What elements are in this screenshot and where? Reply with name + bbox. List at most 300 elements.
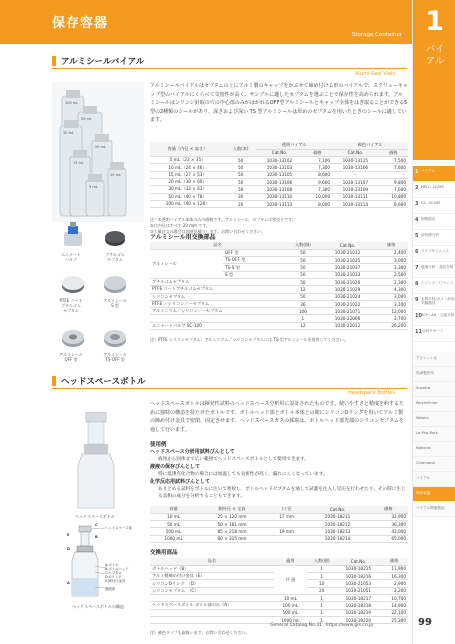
table-cell: 1030-18220 xyxy=(336,616,380,623)
chapter-tab-number: 8 xyxy=(415,280,419,287)
table-row xyxy=(150,164,408,171)
chapter-number: 1 xyxy=(425,6,444,37)
table-cell: 10 mL xyxy=(150,513,197,520)
table-cell: 1000 mL xyxy=(274,616,307,623)
table-cell: 15 mL（27 × 53） xyxy=(150,171,225,178)
table-cell: 1030-13115 xyxy=(332,157,378,164)
table-cell: 19 mm xyxy=(267,528,307,535)
table-cell: 1030-13114 xyxy=(332,200,378,207)
footer-url[interactable]: https://www.gls.co.jp xyxy=(325,623,374,628)
chapter-tab-9[interactable] xyxy=(413,294,455,310)
table-cell: 50 xyxy=(225,186,256,193)
table-cell: 10,700 xyxy=(380,594,408,601)
table-cell: 1 xyxy=(307,616,336,623)
section-title: ヘッドスペースボトル xyxy=(61,377,146,387)
diagram-letter: C xyxy=(95,523,98,527)
caption-s-type: アルミシール S 型 xyxy=(103,298,127,308)
table-cell: 1030-13106 xyxy=(256,178,302,185)
table-row xyxy=(150,300,408,307)
chapter-rail xyxy=(412,0,455,644)
table-cell: OFF 型 xyxy=(223,249,285,256)
bt-col-price: 価格 xyxy=(369,506,408,513)
chapter-tab-label: 分析サポート xyxy=(421,329,444,333)
table-cell: ヘッドスペースボトル ボトル部のみ（A） xyxy=(150,602,274,609)
table-cell: 50 xyxy=(285,257,321,264)
section-title-en: Headspace Bottles xyxy=(348,390,395,396)
page-title: 保存容器 xyxy=(52,16,109,31)
sub-index-item[interactable]: バイアル関連製品 xyxy=(413,502,455,517)
table-cell: 1030-13113 xyxy=(256,200,302,207)
table-cell: 10 mL xyxy=(274,594,307,601)
pt-col-cat: Cat.No. xyxy=(336,558,380,565)
table-cell: 11,900 xyxy=(380,565,408,572)
chapter-label: バイアル xyxy=(425,44,445,67)
table-row xyxy=(150,521,408,528)
table-cell: 50 xyxy=(285,264,321,271)
table-cell: 1030-13102 xyxy=(256,157,302,164)
table-cell: 1030-18212 xyxy=(306,521,368,528)
table-cell: 20 mL（30 × 60） xyxy=(150,178,225,185)
common-label: 共 通 xyxy=(274,565,307,594)
alumi-seal-ts-off-photo xyxy=(100,326,130,350)
table-cell: 1030-18211 xyxy=(306,513,368,520)
table-cell: 1030-13106 xyxy=(332,164,378,171)
table-cell: 30 xyxy=(225,193,256,200)
section-divider xyxy=(52,68,407,69)
table-cell: 4,300 xyxy=(374,286,408,293)
acc-col-catno: Cat.No. xyxy=(321,242,374,249)
caption-headspace-bottle: ヘッドスペースボトル xyxy=(75,514,115,519)
chapter-tab-11[interactable] xyxy=(413,326,455,342)
parts-note: 注）補色タイプも取扱います。お問い合わせください。 xyxy=(150,630,250,635)
sub-index-item[interactable]: アジレント社 xyxy=(413,352,455,367)
table-cell: シリコンOリング （D） xyxy=(150,580,274,587)
table-cell: 10 mL（24 × 46） xyxy=(150,164,225,171)
chapter-tab-number: 4 xyxy=(415,216,419,223)
table-cell xyxy=(150,594,274,601)
chapter-tab-label: 前処理分析 xyxy=(421,233,439,237)
chapter-tab-label: HPLC, LC/MS xyxy=(421,185,444,189)
diagram-label: C:セプタム xyxy=(105,571,122,575)
section-marker xyxy=(52,376,56,386)
table-cell: 2,400 xyxy=(374,249,408,256)
diagram-letter: B xyxy=(95,535,98,539)
table-cell: 16,300 xyxy=(380,573,408,580)
sub-index-item[interactable]: PerkinElmer xyxy=(413,397,455,412)
table-row xyxy=(150,286,408,293)
table-cell: 65,000 xyxy=(369,535,408,542)
chapter-tab-number: 1 xyxy=(415,168,419,175)
table-cell: 50 xyxy=(285,249,321,256)
col-capacity: 容量（内径 × 高さ） xyxy=(150,142,225,157)
table-cell: TS-S 型 xyxy=(223,264,285,271)
page-header xyxy=(0,0,412,44)
footer-catalog: General Catalog No.31 xyxy=(270,623,323,628)
table-cell xyxy=(150,609,274,616)
table-cell: 1030-13105 xyxy=(256,171,302,178)
alumi-seal-vials-photo xyxy=(52,82,144,222)
usage-item-text: 液体から固体まで広い範囲でヘッドスペースボトルとして使用できます。 xyxy=(158,457,309,462)
sub-index xyxy=(413,352,455,517)
table-cell: 1 xyxy=(307,609,336,616)
table-cell: 8,000 xyxy=(303,200,332,207)
col-price-amber: 価格 xyxy=(379,149,408,156)
diagram-label: 固液部 xyxy=(105,587,116,591)
table-row xyxy=(150,602,408,609)
chapter-tab-number: 7 xyxy=(415,264,419,271)
table-cell: 1030-18219 xyxy=(336,609,380,616)
accessories-note: 注）PTFE シリコンセプタム、アルミニウム／シリコンセプタムには TS-型アルミシールを使用してください。 xyxy=(150,337,348,342)
table-cell: 5 mL（23 × 35） xyxy=(150,157,225,164)
chapter-tab-number: 2 xyxy=(415,184,419,191)
table-cell: 7,100 xyxy=(303,157,332,164)
table-cell: 1030-21022 xyxy=(321,300,374,307)
table-cell: 1 xyxy=(307,565,336,572)
table-cell: 3,700 xyxy=(374,315,408,322)
table-row xyxy=(150,278,408,285)
table-cell: 25,300 xyxy=(380,616,408,623)
table-cell: 1030-18217 xyxy=(336,594,380,601)
table-cell: 2,500 xyxy=(374,271,408,278)
table-cell: 25 × 120 mm xyxy=(197,513,267,520)
table-cell: アルミニウム／シリコン／ーセプタム xyxy=(150,308,285,315)
table-cell: 1030-21024 xyxy=(321,293,374,300)
table-cell: 1 xyxy=(307,602,336,609)
vial-label-20: 20 mL xyxy=(95,145,106,149)
alumi-seal-off-photo xyxy=(58,326,88,350)
headspace-description: ヘッドスペースボトルは揮発性試料のヘッドスペース分析用に設計されたものです。使いやすさと精度を約するために独特の構造を持たせたボトルです。ボトルヘッド部とボトル本体との間にシリコンOリングを用いてアルミ製の締め付け金具で密閉、固定させます。ヘッドスペースガスの採取は、ボトルヘッド部先端のシリコンセプタムを通して行います。 xyxy=(150,401,405,433)
table-cell: 3,100 xyxy=(374,300,408,307)
table-cell: 1030-13109 xyxy=(332,186,378,193)
table-cell: － xyxy=(332,171,378,178)
ptfe-septum-photo xyxy=(58,272,88,296)
usage-item-text: ありとめる試料をボトルに注いて密栓し、ボトルヘッドセプタムを通して試薬を注入し反応を行わせたり、その時に生じる気相の成分を分析することもできます。 xyxy=(158,487,406,499)
caption-butyl: ブチルゴム セプタム xyxy=(105,252,125,262)
chapter-tab-label: GC, GC/MS xyxy=(421,201,441,205)
chapter-tab-10[interactable] xyxy=(413,310,455,326)
vial-label-50: 50 mL xyxy=(81,117,92,121)
vial-table xyxy=(150,142,408,208)
table-cell: 12,000 xyxy=(374,308,408,315)
usage-list xyxy=(150,449,408,501)
table-cell: 1030-21033 xyxy=(321,271,374,278)
acc-col-qty: 入数(個) xyxy=(285,242,321,249)
caption-ptfe: PTFE コート ブチルゴム セプタム xyxy=(59,298,83,313)
table-cell: 43,000 xyxy=(369,528,408,535)
table-cell: 50 xyxy=(285,293,321,300)
accessories-table xyxy=(150,242,408,330)
table-row xyxy=(150,308,408,315)
table-cell: 20 xyxy=(307,587,336,594)
headspace-bottle-photo xyxy=(60,412,132,512)
table-cell: 1030-13107 xyxy=(332,178,378,185)
diagram-label: E:締付け金具 xyxy=(105,579,126,583)
table-cell: 1030-13108 xyxy=(256,186,302,193)
accessories-title: アルミシール用交換部品 xyxy=(150,234,216,241)
diagram-label: D:Oリング xyxy=(105,575,122,579)
table-cell: 1030-13111 xyxy=(332,193,378,200)
table-cell: 1030-21053 xyxy=(336,580,380,587)
table-cell: 1030-18213 xyxy=(306,528,368,535)
table-row xyxy=(150,513,408,520)
table-row xyxy=(150,609,408,616)
table-cell xyxy=(267,521,307,528)
table-cell xyxy=(150,616,274,623)
table-cell: 1000 mL xyxy=(150,535,197,542)
chapter-tab-5[interactable] xyxy=(413,230,455,246)
table-cell: 100 mL（40 × 128） xyxy=(150,200,225,207)
section-title-en: Alumi-Seal Vials xyxy=(355,71,396,77)
pt-col-spec: 適用 xyxy=(274,558,307,565)
col-catno-clear: Cat.No. xyxy=(256,149,302,156)
sub-index-item[interactable]: Waters xyxy=(413,412,455,427)
table-cell: 1030-21051 xyxy=(336,587,380,594)
table-row xyxy=(150,565,408,572)
footer xyxy=(270,623,373,628)
table-cell xyxy=(150,315,285,322)
vial-label-100: 100 mL xyxy=(65,101,79,105)
col-amber: 褐色バイアル xyxy=(332,142,408,149)
note-line: 注）①透明バイアル本体のみの価格です。アルミシール、セプタムは別売りです。 xyxy=(150,217,296,222)
table-cell: 1030-21035 xyxy=(321,257,374,264)
table-cell: ボトルヘッド（B） xyxy=(150,565,274,572)
pt-col-name: 品名 xyxy=(150,558,274,565)
sub-index-item[interactable]: Supelco xyxy=(413,382,455,397)
diagram-label: B:ボトルヘッド xyxy=(105,567,129,571)
usage-title: 使用例 xyxy=(150,442,167,448)
table-cell: 20 xyxy=(225,200,256,207)
chapter-index xyxy=(413,166,455,342)
alumi-seal-description: アルミシールバイアルはセプタムの上にアルミ製のキャップをかぶせて締め付ける形のバイアルで、スクリューキャップ型のバイアルにくらべて気密性が高く、サンプルに適したセプタムを選ぶことで保存性を高められます。アルミシールはシリンジ針取の穴の中心部のみがはがれるOFF型アルミシールとキャップ全体をはぎ取ることができる5型の2種類のシールがあり、深さおよび深い TS 型アルミシールは厚めのセプタムを用いたときのシールに適しています。 xyxy=(150,83,408,123)
table-cell: 1030-21071 xyxy=(321,308,374,315)
table-cell: PTFE コートブチルゴムセプタム xyxy=(150,286,285,293)
table-cell: 30 mL（33 × 63） xyxy=(150,186,225,193)
table-cell: 8,600 xyxy=(303,171,332,178)
table-cell xyxy=(267,535,307,542)
table-cell: 7,600 xyxy=(379,186,408,193)
table-cell: 1030-21037 xyxy=(321,264,374,271)
page-title-en: Storage Container xyxy=(351,32,402,38)
table-cell: PTFE ／シリコン／ーセプタム xyxy=(150,300,285,307)
chapter-tab-label: 固相抽出 xyxy=(421,217,436,221)
col-clear: 透明バイアル xyxy=(256,142,332,149)
chapter-tab-number: 5 xyxy=(415,232,419,239)
table-row xyxy=(150,186,408,193)
vial-label-30: 30 mL xyxy=(63,131,74,135)
table-cell: 1030-18218 xyxy=(336,602,380,609)
table-cell: 50 xyxy=(225,157,256,164)
group-label: アルミシール xyxy=(150,249,223,278)
table-cell: － xyxy=(379,171,408,178)
note-line: ②口内径はすべて 20 mm です。 xyxy=(150,223,210,228)
butyl-septum-photo xyxy=(100,222,130,250)
table-cell: 3,300 xyxy=(374,264,408,271)
table-cell: S 型 xyxy=(223,271,285,278)
table-row xyxy=(150,322,408,329)
table-cell: 50 xyxy=(285,278,321,285)
bt-col-capacity: 容量 xyxy=(150,506,197,513)
diagram-letter: A xyxy=(67,581,70,585)
usage-item-text: 特に低沸点化合物の場合には加温しても気密性が高く、漏れにくくなっています。 xyxy=(158,472,328,477)
table-row xyxy=(150,193,408,200)
bt-col-dims: 胴外径 × 全高 xyxy=(197,506,267,513)
table-cell: 36,300 xyxy=(369,521,408,528)
table-cell: 100 mL xyxy=(274,602,307,609)
vial-label-10: 10 mL xyxy=(110,173,121,177)
table-cell: 3,000 xyxy=(374,293,408,300)
table-row xyxy=(150,200,408,207)
table-cell: 12 xyxy=(285,286,321,293)
table-cell: 1030-21032 xyxy=(321,249,374,256)
parts-title: 交換用部品 xyxy=(150,550,178,556)
table-cell: 100 xyxy=(285,308,321,315)
diagram-label: ヘッドスペース部 xyxy=(105,526,132,530)
table-cell: 50 × 161 mm xyxy=(197,521,267,528)
chapter-tab-number: 11 xyxy=(415,328,422,335)
caption-ts-off-type: アルミシール TS-OFF 型 xyxy=(103,352,127,362)
vial-label-15: 15 mL xyxy=(73,161,84,165)
table-cell: 1 xyxy=(307,594,336,601)
table-cell: 17 mm xyxy=(267,513,307,520)
chapter-tab-2[interactable] xyxy=(413,182,455,198)
table-cell: 500 mL xyxy=(150,528,197,535)
chapter-tab-label: バイアル xyxy=(421,169,436,173)
table-cell: 7,300 xyxy=(303,186,332,193)
table-cell: 50 xyxy=(225,164,256,171)
col-qty: 入数(本) xyxy=(225,142,256,157)
usage-item xyxy=(150,479,408,500)
chapter-tab-number: 3 xyxy=(415,200,419,207)
chapter-tab-3[interactable] xyxy=(413,198,455,214)
alumi-seal-s-photo xyxy=(100,272,130,296)
table-cell: 14,900 xyxy=(380,602,408,609)
table-cell: 1 xyxy=(285,315,321,322)
table-cell: 1030-22006 xyxy=(321,315,374,322)
diagram-letter: E xyxy=(67,533,70,537)
table-cell: 10 xyxy=(307,580,336,587)
caption-eninart: エニナート バルブ xyxy=(61,252,81,262)
section-title: アルミシールバイアル xyxy=(61,57,145,67)
table-cell: 1030-21029 xyxy=(321,286,374,293)
note-line: ③大量注文の場合は別途見積りします。お問い合わせください。 xyxy=(150,229,266,234)
sub-index-item[interactable]: バイアル xyxy=(413,472,455,487)
table-cell: 26,200 xyxy=(374,322,408,329)
table-cell: シリコンセプタム xyxy=(150,293,285,300)
chapter-tab[interactable] xyxy=(413,0,455,160)
table-cell: ブチルゴムセプタム xyxy=(150,278,285,285)
chapter-tab-label: 水質分析/ガス・汎用実験器具 xyxy=(421,297,455,306)
table-cell: 22,100 xyxy=(380,609,408,616)
chapter-tab-7[interactable] xyxy=(413,262,455,278)
table-row xyxy=(150,249,408,256)
caption-off-type: アルミシール OFF 型 xyxy=(59,352,83,362)
usage-item-head: 化学反応用試料びんとして xyxy=(150,479,211,485)
table-cell: アルミ製締め付け金具（E） xyxy=(150,573,274,580)
table-cell: 8,600 xyxy=(379,200,408,207)
table-cell: 50 mL（40 × 78） xyxy=(150,193,225,200)
table-cell: 2,200 xyxy=(380,587,408,594)
table-cell: 12 xyxy=(285,322,321,329)
bottle-table xyxy=(150,506,408,543)
eninart-valve-photo xyxy=(58,222,88,250)
table-cell: 36 xyxy=(285,300,321,307)
usage-item-head: 液液の保存びんとして xyxy=(150,464,201,470)
chapter-tab-number: 10 xyxy=(415,312,422,319)
pt-col-qty: 入数(個) xyxy=(307,558,336,565)
table-cell: 7,500 xyxy=(379,157,408,164)
chapter-tab-number: 9 xyxy=(415,296,419,303)
table-cell: 9,800 xyxy=(379,178,408,185)
table-cell: 10,000 xyxy=(303,193,332,200)
section-alumi-seal-heading xyxy=(52,55,144,67)
chapter-tab-label: ライフサイエンス xyxy=(421,249,450,253)
acc-col-price: 価格 xyxy=(374,242,408,249)
table-cell: 1030-18214 xyxy=(306,535,368,542)
diagram-letter: D xyxy=(67,547,70,551)
headspace-structure-diagram xyxy=(55,522,145,602)
table-row xyxy=(150,315,408,322)
sub-index-item[interactable]: 保存容器 xyxy=(413,487,455,502)
table-cell: 85 × 218 mm xyxy=(197,528,267,535)
table-cell: 9,600 xyxy=(303,178,332,185)
sub-index-item[interactable]: National xyxy=(413,442,455,457)
section-headspace-heading xyxy=(52,375,146,387)
table-row xyxy=(150,535,408,542)
sub-index-item[interactable]: La-Pha-Pack xyxy=(413,427,455,442)
sub-index-item[interactable]: 島津製作所 xyxy=(413,367,455,382)
table-cell: 2,300 xyxy=(374,278,408,285)
table-cell: 2,900 xyxy=(380,580,408,587)
table-cell: 1030-22012 xyxy=(321,322,374,329)
bt-col-mouth: 口 径 xyxy=(267,506,307,513)
chapter-tab-number: 6 xyxy=(415,248,419,255)
table-row xyxy=(150,293,408,300)
table-cell: 32,900 xyxy=(369,513,408,520)
table-cell: 1030-18216 xyxy=(336,573,380,580)
table-cell: 1030-13103 xyxy=(256,164,302,171)
sub-index-item[interactable]: Chromacol xyxy=(413,457,455,472)
table-row xyxy=(150,594,408,601)
usage-item-head: ヘッドスペース分析用試料びんとして xyxy=(150,449,235,455)
table-cell: TS-OFF 型 xyxy=(223,257,285,264)
chapter-tab-4[interactable] xyxy=(413,214,455,230)
table-row xyxy=(150,157,408,164)
table-cell: 500 mL xyxy=(274,609,307,616)
col-catno-amber: Cat.No. xyxy=(332,149,378,156)
table-cell: 50 mL xyxy=(150,521,197,528)
table-cell: 7,600 xyxy=(379,164,408,171)
table-cell: 1030-13110 xyxy=(256,193,302,200)
col-price-clear: 価格 xyxy=(303,149,332,156)
page-number: 99 xyxy=(418,617,432,628)
section-marker xyxy=(52,56,56,66)
parts-table xyxy=(150,558,408,624)
table-cell: 1 xyxy=(307,573,336,580)
chapter-tab-label: 環境分析・食品分析 xyxy=(421,265,454,269)
table-cell: 7,300 xyxy=(303,164,332,171)
caption-structure: ヘッドスペースボトルの構造 xyxy=(72,604,124,609)
table-cell: 10,800 xyxy=(379,193,408,200)
chapter-tab-1[interactable] xyxy=(413,166,455,182)
usage-item xyxy=(150,449,408,463)
chapter-tab-6[interactable] xyxy=(413,246,455,262)
table-cell: 50 xyxy=(225,171,256,178)
table-row xyxy=(150,528,408,535)
table-cell: 50 xyxy=(225,178,256,185)
table-row xyxy=(150,178,408,185)
diagram-label: A:ボトル xyxy=(105,563,119,567)
chapter-tab-8[interactable] xyxy=(413,278,455,294)
